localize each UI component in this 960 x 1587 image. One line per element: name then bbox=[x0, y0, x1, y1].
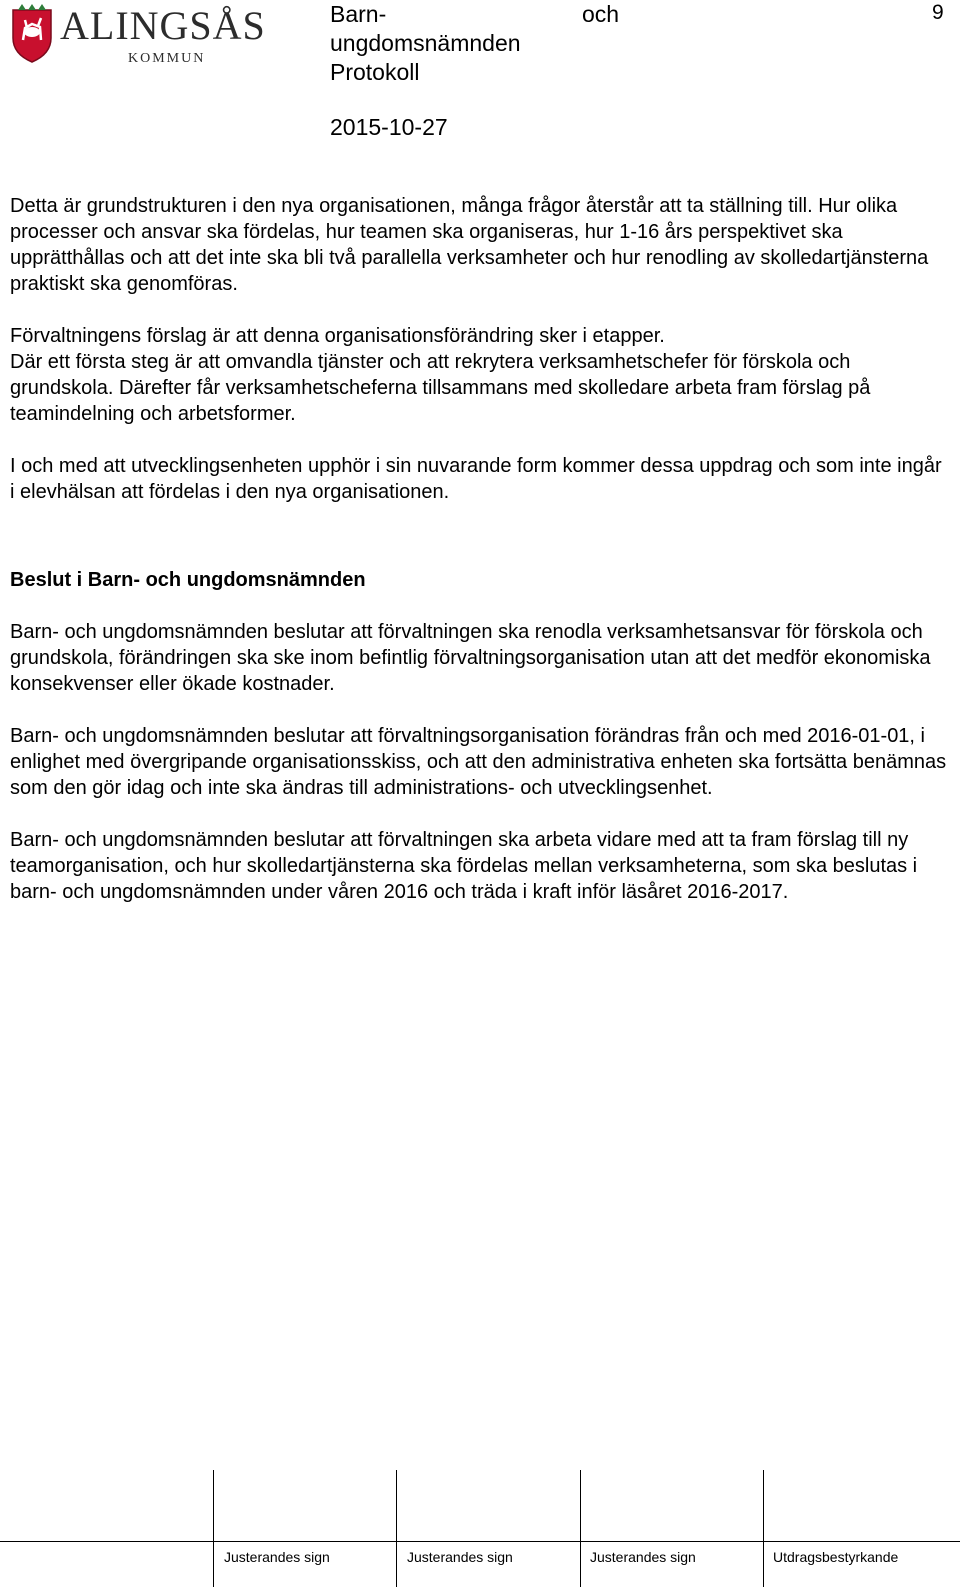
alingsas-logo bbox=[10, 4, 300, 68]
paragraph: Där ett första steg är att omvandla tjänster och att rekrytera verksamhetschefer för förskola och grundskola. Därefter får verksamhetscheferna tillsammans med skolledare arbeta fram förslag på teamindelning och arbetsformer. bbox=[10, 351, 871, 425]
page-number: 9 bbox=[932, 1, 944, 24]
logo-subtitle: KOMMUN bbox=[128, 51, 206, 66]
decision-heading: Beslut i Barn- och ungdomsnämnden bbox=[10, 569, 366, 591]
extract-certification-label: Utdragsbestyrkande bbox=[773, 1549, 899, 1565]
document-body bbox=[10, 193, 950, 931]
signature-divider bbox=[396, 1470, 397, 1587]
paragraph: Detta är grundstrukturen i den nya organisationen, många frågor återstår att ta ställning till. Hur olika processer och ansvar ska fördelas, hur teamen ska organiseras, hur 1-16 års perspektivet ska upprätthållas och att det inte ska bli två parallella verksamheter och hur renodling av skolledartjänsterna praktiskt ska genomföras. bbox=[10, 195, 929, 295]
paragraph: Förvaltningens förslag är att denna organisationsförändring sker i etapper. bbox=[10, 325, 665, 347]
header-subtitle: Protokoll bbox=[330, 59, 420, 85]
signature-label: Justerandes sign bbox=[224, 1549, 330, 1565]
logo-wordmark: ALINGSÅS bbox=[60, 3, 266, 48]
signature-baseline bbox=[0, 1541, 960, 1542]
decision-paragraph: Barn- och ungdomsnämnden beslutar att förvaltningen ska arbeta vidare med att ta fram förslag till ny teamorganisation, och hur skolledartjänsterna ska fördelas mellan verksamheterna, som ska beslutas i barn- och ungdomsnämnden under våren 2016 och träda i kraft inför läsåret 2016-2017. bbox=[10, 829, 918, 903]
signature-divider bbox=[213, 1470, 214, 1587]
signature-label: Justerandes sign bbox=[407, 1549, 513, 1565]
header-title bbox=[330, 0, 521, 58]
signature-divider bbox=[763, 1470, 764, 1587]
decision-paragraph: Barn- och ungdomsnämnden beslutar att förvaltningen ska renodla verksamhetsansvar för förskola och grundskola, förändringen ska ske inom befintlig förvaltningsorganisation utan att det medför ekonomiska konsekvenser eller ökade kostnader. bbox=[10, 621, 931, 695]
header-title-part3: ungdomsnämnden bbox=[330, 30, 521, 56]
header-title-part2: och bbox=[582, 1, 620, 27]
paragraph: I och med att utvecklingsenheten upphör i sin nuvarande form kommer dessa uppdrag och som inte ingår i elevhälsan att fördelas i den nya organisationen. bbox=[10, 455, 942, 503]
coat-of-arms-icon bbox=[10, 4, 54, 64]
signature-label: Justerandes sign bbox=[590, 1549, 696, 1565]
decision-paragraph: Barn- och ungdomsnämnden beslutar att förvaltningsorganisation förändras från och med 2016-01-01, i enlighet med övergripande organisationsskiss, och att den administrativa enheten ska fortsätta benämnas som den gör idag och inte ska ändras till administrations- och utvecklingsenhet. bbox=[10, 725, 947, 799]
signature-divider bbox=[580, 1470, 581, 1587]
header-date: 2015-10-27 bbox=[330, 114, 448, 140]
header-title-part1: Barn- bbox=[330, 1, 387, 27]
